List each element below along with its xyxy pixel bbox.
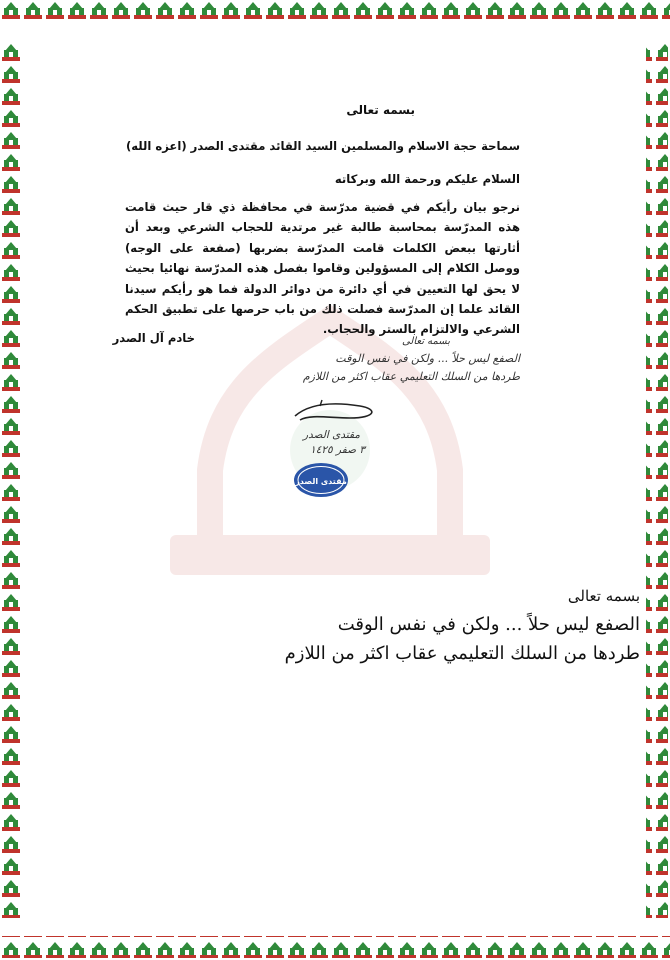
- seal-text: مقتدى الصدر: [295, 477, 347, 486]
- signature-scrawl: [290, 398, 380, 428]
- letter-addressee: سماحة حجة الاسلام والمسلمين السيد القائد مقتدى الصدر (اعزه الله): [125, 139, 520, 153]
- typed-reply-line1: بسمه تعالى: [567, 587, 640, 605]
- typed-reply-line3: طردها من السلك التعليمي عقاب اكثر من اللازم: [284, 643, 640, 664]
- letter-greeting: السلام عليكم ورحمة الله وبركاته: [334, 172, 520, 186]
- official-seal: [293, 462, 349, 498]
- handwritten-reply-line1: بسمه تعالى: [401, 336, 450, 347]
- letter-closing: خادم آل الصدر: [112, 331, 195, 345]
- handwritten-reply-line2: الصفع ليس حلاً ... ولكن في نفس الوقت: [335, 352, 520, 365]
- handwritten-reply-line3: طردها من السلك التعليمي عقاب اكثر من اللازم: [302, 370, 520, 383]
- typed-reply-line2: الصفع ليس حلاً ... ولكن في نفس الوقت: [337, 614, 640, 635]
- letter-heading: بسمه تعالى: [346, 103, 415, 117]
- signature-name: مقتدى الصدر: [303, 429, 360, 441]
- letter-body: نرجو بيان رأيكم في قضية مدرّسة في محافظة ذي قار حيث قامت هذه المدرّسة بمحاسبة طالبة غير مرتدية للحجاب الشرعي وبعد أن أثارتها ببعض الكلمات قامت المدرّسة بضربها (صفعة على الوجه) ووصل الكلام إلى المسؤولين وقاموا بفصل هذه المدرّسة نهائيا بحيث لا يحق لها التعيين في أي دائرة من دوائر الدولة فما هو رأيكم سيدنا القائد علما إن المدرّسة فصلت ذلك من باب حرصها على تطبيق الحكم الشرعي والالتزام بالستر والحجاب.: [125, 200, 520, 337]
- signature-date: ٣ صفر ١٤٢٥: [310, 444, 365, 456]
